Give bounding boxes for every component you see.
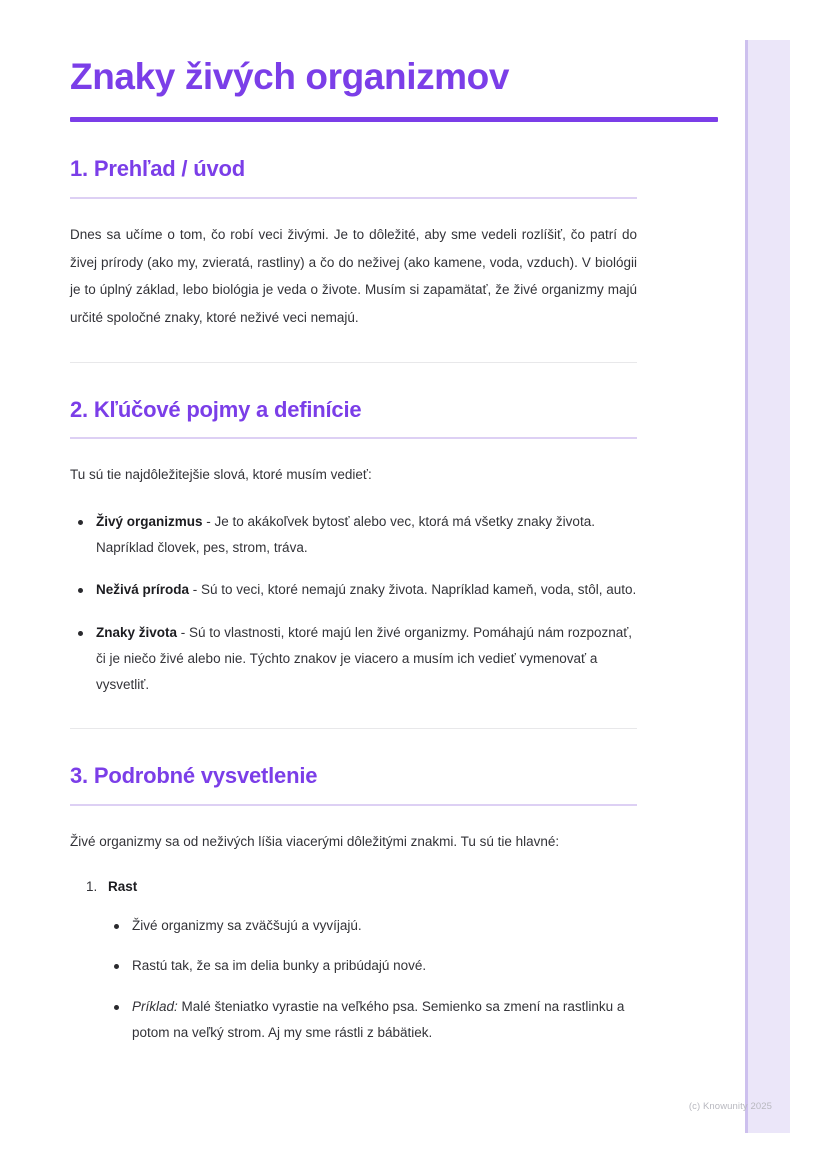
section-2-intro: Tu sú tie najdôležitejšie slová, ktoré musím vedieť: bbox=[70, 466, 372, 482]
list-item bbox=[70, 874, 637, 1047]
term-description: - Sú to vlastnosti, ktoré majú len živé organizmy. Pomáhajú nám rozpoznať, či je niečo živé alebo nie. Týchto znakov je viacero a musím ich vedieť vymenovať a vysvetliť. bbox=[96, 624, 633, 693]
list-item bbox=[108, 953, 637, 979]
list-item bbox=[108, 913, 637, 939]
term-label: Znaky života bbox=[96, 624, 178, 640]
sub-bullet-text: Rastú tak, že sa im delia bunky a pribúdajú nové. bbox=[132, 958, 427, 974]
section-heading-rule-3 bbox=[70, 804, 637, 806]
list-item bbox=[70, 577, 637, 603]
section-heading-1: 1. Prehľad / úvod bbox=[70, 156, 246, 182]
section-heading-rule-2 bbox=[70, 437, 637, 439]
footer-copyright: (c) Knowunity 2025 bbox=[688, 1101, 772, 1112]
term-description: - Je to akákoľvek bytosť alebo vec, ktorá má všetky znaky života. Napríklad človek, pes, strom, tráva. bbox=[96, 513, 595, 555]
sub-bullet-text: Malé šteniatko vyrastie na veľkého psa. Semienko sa zmení na rastlinku a potom na veľký strom. Aj my sme rástli z bábätiek. bbox=[132, 998, 625, 1041]
section-heading-2: 2. Kľúčové pojmy a definície bbox=[70, 396, 362, 422]
section-heading-3: 3. Podrobné vysvetlenie bbox=[70, 763, 318, 789]
sub-bullet-text: Živé organizmy sa zväčšujú a vyvíjajú. bbox=[132, 918, 362, 934]
term-label: Živý organizmus bbox=[96, 513, 203, 529]
title-underline-rule bbox=[70, 117, 718, 122]
key-terms-list bbox=[70, 509, 637, 699]
list-item bbox=[70, 620, 637, 699]
page-title: Znaky živých organizmov bbox=[70, 56, 510, 97]
section-key-terms bbox=[70, 397, 657, 699]
section-overview bbox=[70, 156, 657, 331]
item-title: Rast bbox=[108, 878, 138, 894]
right-decorative-panel bbox=[745, 40, 790, 1133]
term-label: Neživá príroda bbox=[96, 582, 190, 598]
section-detailed-explanation bbox=[70, 763, 657, 1046]
list-item bbox=[108, 994, 637, 1047]
section-3-intro: Živé organizmy sa od neživých líšia viacerými dôležitými znakmi. Tu sú tie hlavné: bbox=[70, 833, 560, 849]
section-heading-rule-1 bbox=[70, 197, 637, 199]
sub-bullet-list bbox=[108, 913, 637, 1046]
section-divider-1 bbox=[70, 362, 637, 363]
example-label: Príklad: bbox=[132, 998, 178, 1014]
section-divider-2 bbox=[70, 728, 637, 729]
list-item bbox=[70, 509, 637, 562]
section-1-paragraph: Dnes sa učíme o tom, čo robí veci živými. Je to dôležité, aby sme vedeli rozlíšiť, čo patrí do živej prírody (ako my, zvieratá, rastliny) a čo do neživej (ako kamene, voda, vzduch). V biológii je to úplný základ, lebo biológia je veda o živote. Musím si zapamätať, že živé organizmy majú určité spoločné znaky, ktoré neživé veci nemajú. bbox=[70, 226, 637, 325]
term-description: - Sú to veci, ktoré nemajú znaky života. Napríklad kameň, voda, stôl, auto. bbox=[189, 582, 637, 598]
detailed-items-list bbox=[70, 874, 637, 1047]
